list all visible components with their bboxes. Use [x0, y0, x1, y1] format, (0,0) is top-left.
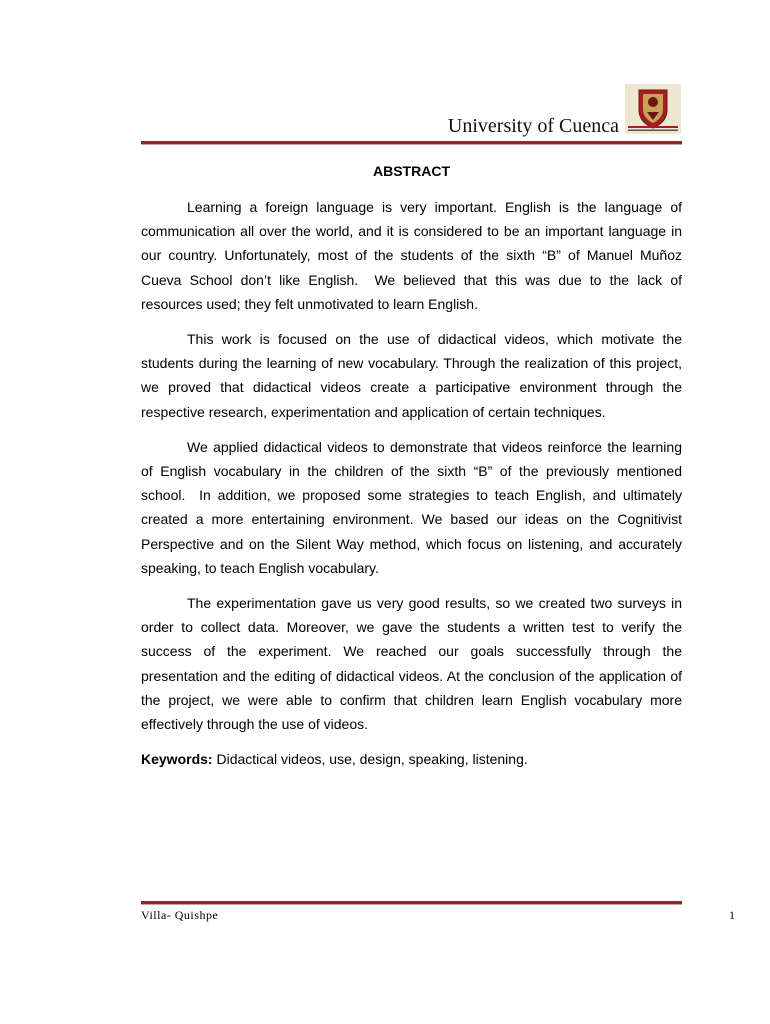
keywords-line — [141, 747, 682, 771]
paragraph-1: Learning a foreign language is very important. English is the language of communication all over the world, and it is considered to be an important language in our country. Unfortunately, most of the students of the sixth “B” of Manuel Muñoz Cueva School don’t like English. We believed that this was due to the lack of resources used; they felt unmotivated to learn English. — [141, 199, 682, 312]
paragraph-4: The experimentation gave us very good results, so we created two surveys in order to collect data. Moreover, we gave the students a written test to verify the success of the experiment. We reached our goals successfully through the presentation and the editing of didactical videos. At the conclusion of the application of the project, we were able to confirm that children learn English vocabulary more effectively through the use of videos. — [141, 595, 682, 733]
keywords-label: Keywords: — [141, 751, 213, 768]
paragraph-2: This work is focused on the use of didactical videos, which motivate the students during the learning of new vocabulary. Through the realization of this project, we proved that didactical videos create a participative environment through the respective research, experimentation and application of certain techniques. — [141, 331, 682, 420]
page-number: 1 — [729, 908, 735, 922]
footer-authors: Villa- Quishpe — [141, 908, 219, 922]
header-title: University of Cuenca — [447, 115, 619, 137]
abstract-body — [141, 195, 682, 771]
header-rule — [141, 141, 682, 145]
university-crest-icon — [625, 84, 681, 134]
keywords-text: Didactical videos, use, design, speaking, listening. — [212, 751, 528, 768]
abstract-heading: ABSTRACT — [373, 163, 450, 179]
paragraph-3: We applied didactical videos to demonstrate that videos reinforce the learning of English vocabulary in the children of the sixth “B” of the previously mentioned school. In addition, we proposed some strategies to teach English, and ultimately created a more entertaining environment. We based our ideas on the Cognitivist Perspective and on the Silent Way method, which focus on listening, and accurately speaking, to teach English vocabulary. — [141, 438, 682, 576]
footer-rule — [141, 901, 682, 905]
